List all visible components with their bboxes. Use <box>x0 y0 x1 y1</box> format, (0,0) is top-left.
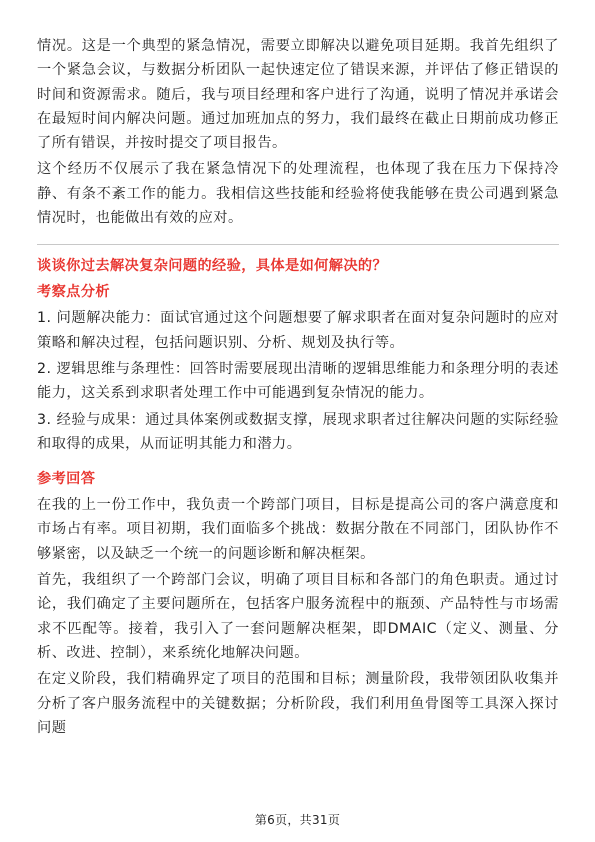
answer-paragraph-1: 在我的上一份工作中，我负责一个跨部门项目，目标是提高公司的客户满意度和市场占有率。项目初期，我们面临多个挑战：数据分散在不同部门，团队协作不够紧密，以及缺乏一个统一的问题诊断和解决框架。 <box>37 497 559 562</box>
analysis-heading: 考察点分析 <box>37 284 110 301</box>
answer-paragraph-2: 首先，我组织了一个跨部门会议，明确了项目目标和各部门的角色职责。通过讨论，我们确定了主要问题所在，包括客户服务流程中的瓶颈、产品特性与市场需求不匹配等。接着，我引入了一套问题解决框架，即DMAIC（定义、测量、分析、改进、控制），来系统化地解决问题。 <box>37 572 559 661</box>
question-heading: 谈谈你过去解决复杂问题的经验，具体是如何解决的？ <box>37 258 388 275</box>
intro-paragraph-1: 情况。这是一个典型的紧急情况，需要立即解决以避免项目延期。我首先组织了一个紧急会议，与数据分析团队一起快速定位了错误来源，并评估了修正错误的时间和资源需求。随后，我与项目经理和客户进行了沟通，说明了情况并承诺会在最短时间内解决问题。通过加班加点的努力，我们最终在截止日期前成功修正了所有错误，并按时提交了项目报告。 <box>37 38 559 152</box>
page-number-footer: 第6页，共31页 <box>254 813 341 827</box>
document-page <box>37 34 559 740</box>
answer-heading: 参考回答 <box>37 471 96 488</box>
section-divider <box>37 244 559 245</box>
analysis-point-3: 3. 经验与成果：通过具体案例或数据支撑，展现求职者过往解决问题的实际经验和取得的成果，从而证明其能力和潜力。 <box>37 411 559 452</box>
analysis-point-1: 1. 问题解决能力：面试官通过这个问题想要了解求职者在面对复杂问题时的应对策略和解决过程，包括问题识别、分析、规划及执行等。 <box>37 310 559 351</box>
intro-paragraph-2: 这个经历不仅展示了我在紧急情况下的处理流程，也体现了我在压力下保持冷静、有条不紊工作的能力。我相信这些技能和经验将使我能够在贵公司遇到紧急情况时，也能做出有效的应对。 <box>37 161 559 227</box>
answer-paragraph-3: 在定义阶段，我们精确界定了项目的范围和目标；测量阶段，我带领团队收集并分析了客户服务流程中的关键数据；分析阶段，我们利用鱼骨图等工具深入探讨问题 <box>37 671 559 736</box>
analysis-point-2: 2. 逻辑思维与条理性：回答时需要展现出清晰的逻辑思维能力和条理分明的表述能力，这关系到求职者处理工作中可能遇到复杂情况的能力。 <box>37 360 559 402</box>
